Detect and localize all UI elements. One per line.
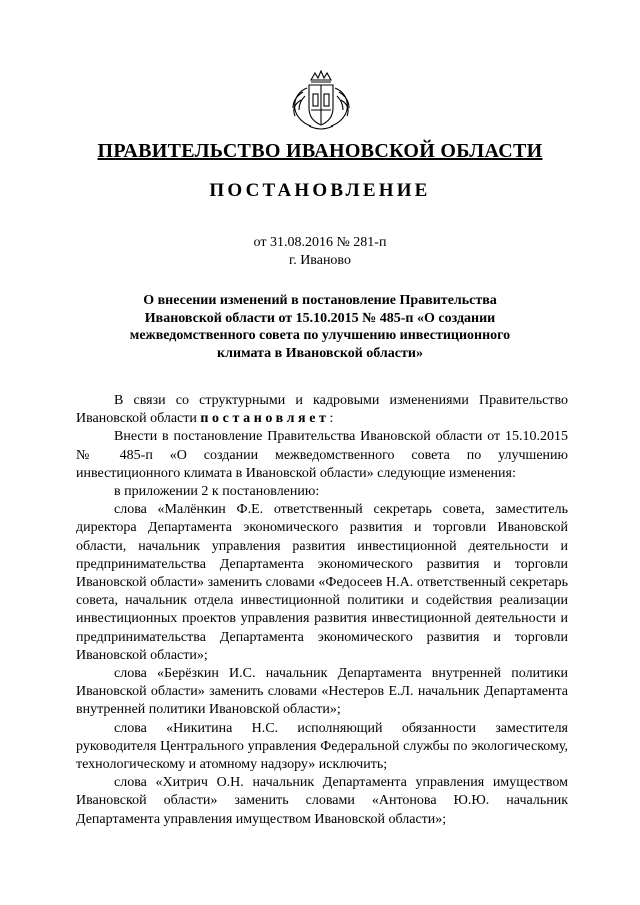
subject-line: Ивановской области от 15.10.2015 № 485-п «О создании (144, 310, 496, 326)
subject-line: О внесении изменений в постановление Правительства (143, 293, 497, 308)
document-date-number: от 31.08.2016 № 281-п (253, 235, 387, 250)
preamble-end: : (329, 411, 334, 427)
document-city: г. Иваново (289, 253, 351, 268)
body-paragraph: Внести в постановление Правительства Ивановской области от 15.10.2015 № 485-п «О создании межведомственного совета по улучшению инвестиционного климата в Ивановской области» следующие изменения: (76, 429, 568, 481)
document-subject (110, 292, 530, 362)
document-body (76, 392, 568, 829)
document-type: ПОСТАНОВЛЕНИЕ (209, 180, 431, 201)
body-paragraph: в приложении 2 к постановлению: (114, 484, 320, 500)
document-meta (0, 234, 640, 270)
subject-line: климата в Ивановской области» (217, 345, 423, 361)
subject-line: межведомственного совета по улучшению инвестиционного (129, 328, 511, 343)
decree-word: постановляет (200, 411, 330, 427)
government-title: ПРАВИТЕЛЬСТВО ИВАНОВСКОЙ ОБЛАСТИ (97, 140, 543, 162)
body-paragraph: слова «Берёзкин И.С. начальник Департамента внутренней политики Ивановской области» заменить словами «Нестеров Е.Л. начальник Департамента внутренней политики Ивановской области»; (76, 666, 568, 718)
body-paragraph: слова «Никитина Н.С. исполняющий обязанности заместителя руководителя Центрального управления Федеральной службы по экологическому, технологическому и атомному надзору» исключить; (76, 720, 568, 773)
body-paragraph: слова «Хитрич О.Н. начальник Департамента управления имуществом Ивановской области» заменить словами «Антонова Ю.Ю. начальник Департамента управления имуществом Ивановской области»; (76, 775, 568, 827)
preamble-text: В связи со структурными и кадровыми изменениями Правительство Ивановской области (76, 393, 568, 427)
body-paragraph: слова «Малёнкин Ф.Е. ответственный секретарь совета, заместитель директора Департамента экономического развития и торговли Ивановской области, начальник управления развития инвестиционной деятельности и предпринимательства Департамента экономического развития и торговли Ивановской области» заменить словами «Федосеев Н.А. ответственный секретарь совета, начальник отдела инвестиционной политики и содействия реализации инвестиционных проектов управления развития инвестиционной деятельности и предпринимательства Департамента экономического развития и торговли Ивановской области»; (76, 502, 568, 663)
coat-of-arms-icon (287, 70, 355, 132)
body-paragraph-preamble (76, 392, 568, 428)
